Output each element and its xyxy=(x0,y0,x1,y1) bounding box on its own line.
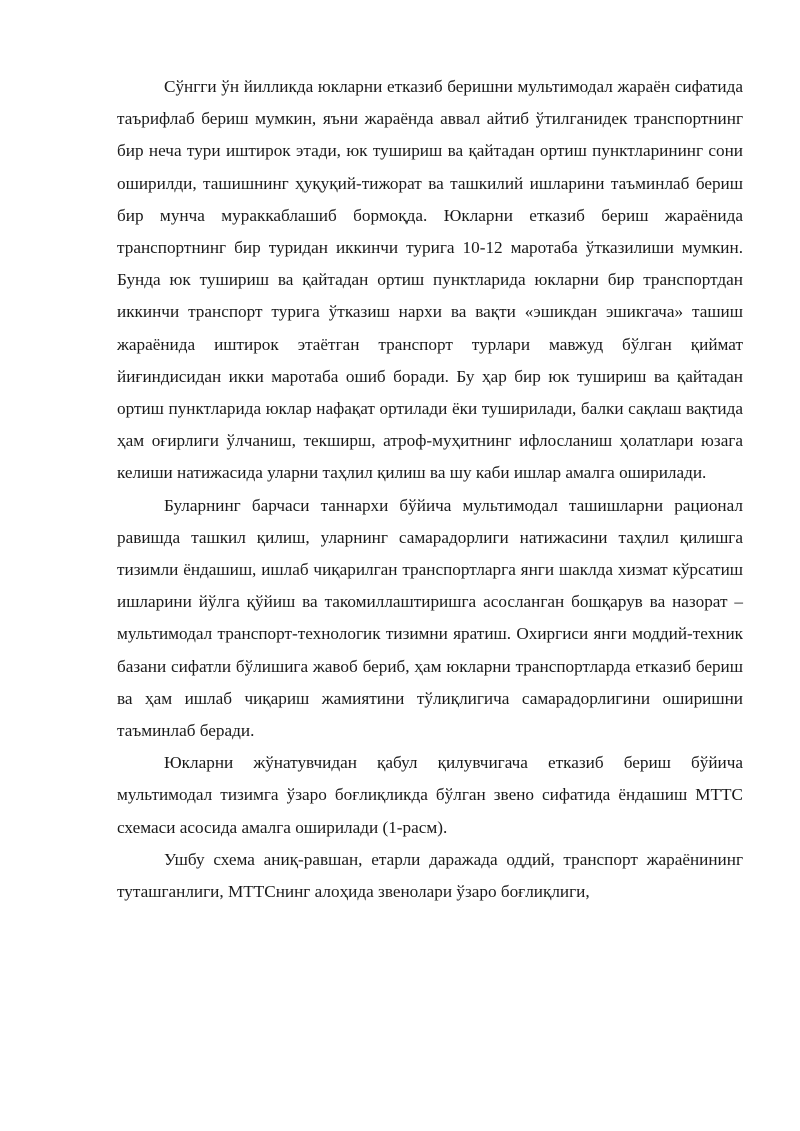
paragraph-4: Ушбу схема аниқ-равшан, етарли даражада оддий, транспорт жараёнининг туташганлиги, МТТСнинг алоҳида звенолари ўзаро боғлиқлиги, xyxy=(117,849,743,902)
paragraph-2: Буларнинг барчаси таннархи бўйича мультимодал ташишларни рационал равишда ташкил қилиш, уларнинг самарадорлиги натижасини таҳлил қилишга тизимли ёндашиш, ишлаб чиқарилган транспортларга янги шаклда хизмат кўрсатиш ишларини йўлга қўйиш ва такомиллаштиришга асосланган бошқарув ва назорат – мультимодал транспорт-технологик тизимни яратиш. Охиргиси янги моддий-техник базани сифатли бўлишига жавоб бериб, ҳам юкларни транспортларда етказиб бериш ва ҳам ишлаб чиқариш жамиятини тўлиқлигича самарадорлигини оширишни таъминлаб беради. xyxy=(117,495,743,741)
document-page xyxy=(117,71,743,908)
paragraph-3: Юкларни жўнатувчидан қабул қилувчигача етказиб бериш бўйича мультимодал тизимга ўзаро боғлиқликда бўлган звено сифатида ёндашиш МТТС схемаси асосида амалга оширилади (1-расм). xyxy=(117,753,743,837)
paragraph-1: Сўнгги ўн йилликда юкларни етказиб беришни мультимодал жараён сифатида таърифлаб бериш мумкин, яъни жараёнда аввал айтиб ўтилганидек транспортнинг бир неча тури иштирок этади, юк тушириш ва қайтадан ортиш пунктларининг сони оширилди, ташишнинг ҳуқуқий-тижорат ва ташкилий ишларини таъминлаб бериш бир мунча мураккаблашиб бормоқда. Юкларни етказиб бериш жараёнида транспортнинг бир туридан иккинчи турига 10-12 маротаба ўтказилиши мумкин. Бунда юк тушириш ва қайтадан ортиш пунктларида юкларни бир транспортдан иккинчи транспорт турига ўтказиш нархи ва вақти «эшикдан эшикгача» ташиш жараёнида иштирок этаётган транспорт турлари мавжуд бўлган қиймат йиғиндисидан икки маротаба ошиб боради. Бу ҳар бир юк тушириш ва қайтадан ортиш пунктларида юклар нафақат ортилади ёки туширилади, балки сақлаш вақтида ҳам оғирлиги ўлчаниш, текширш, атроф-муҳитнинг ифлосланиш ҳолатлари юзага келиши натижасида уларни таҳлил қилиш ва шу каби ишлар амалга оширилади. xyxy=(117,77,743,483)
